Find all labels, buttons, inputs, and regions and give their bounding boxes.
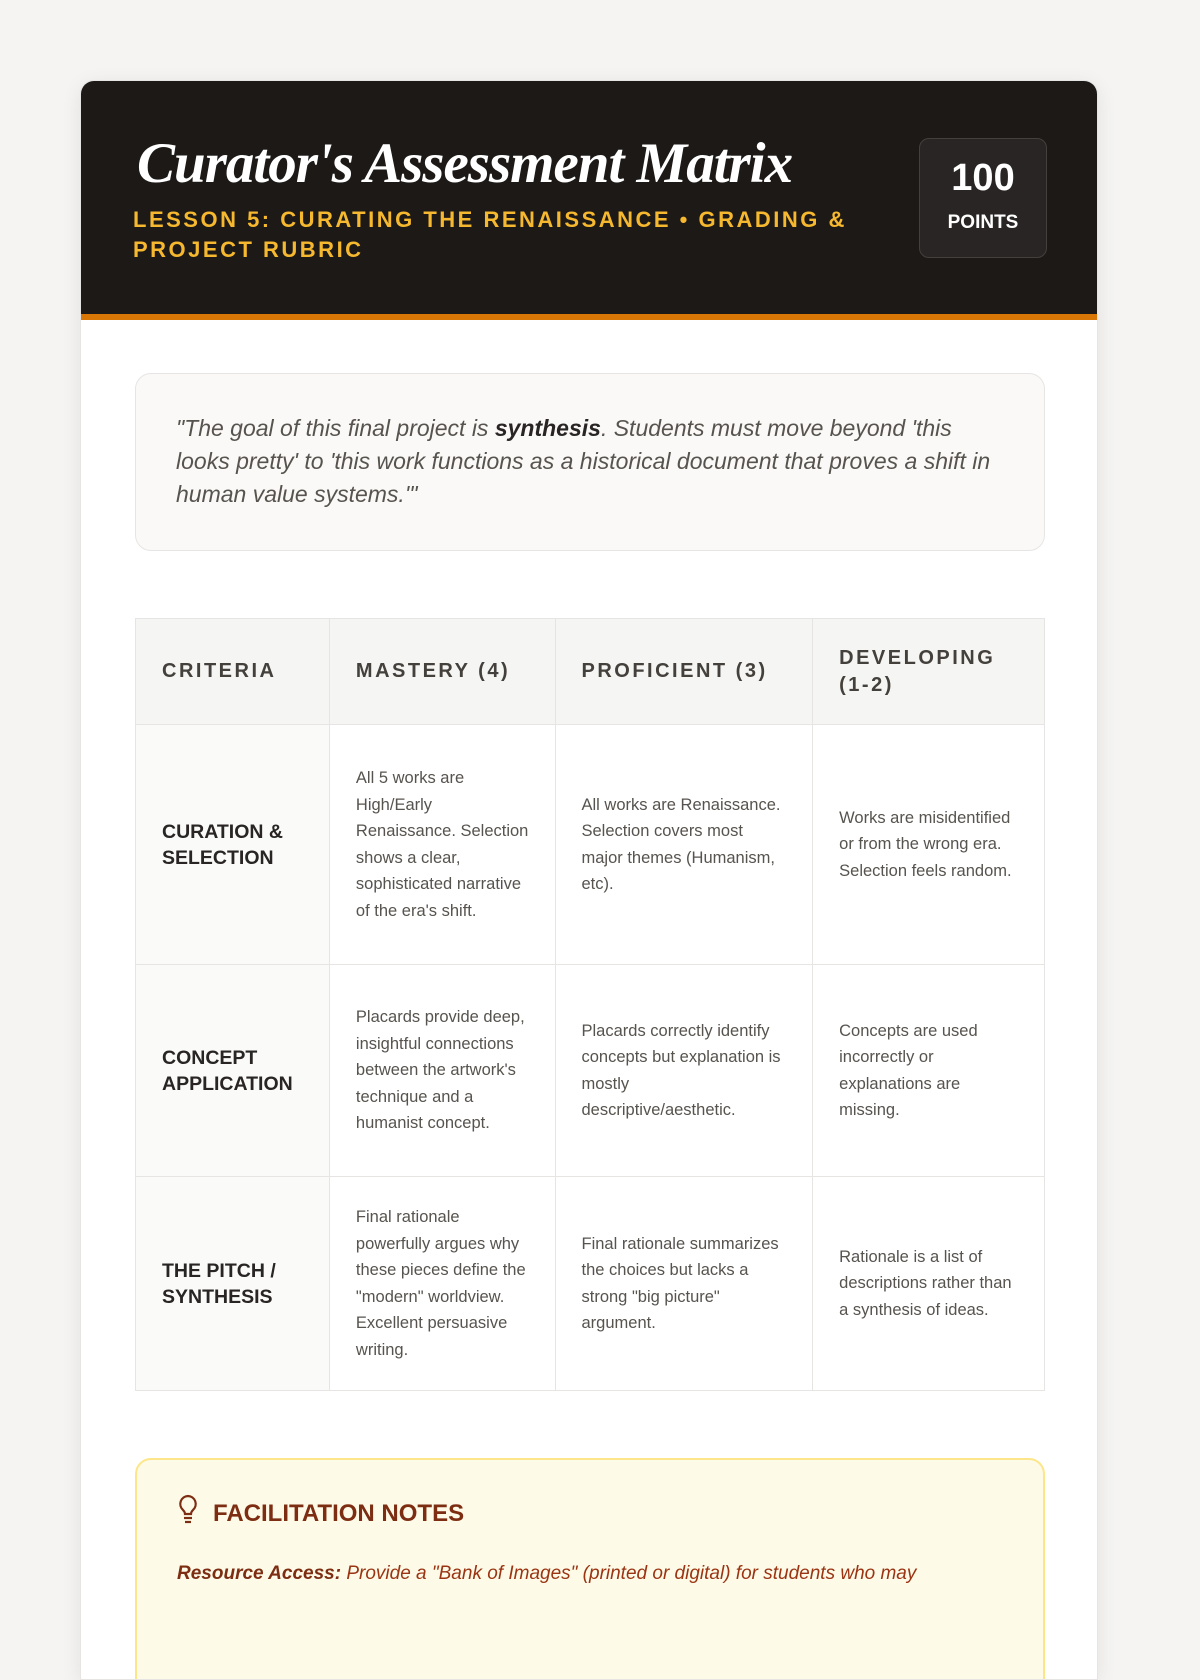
facilitation-notes (135, 1458, 1045, 1680)
note-resource-access (177, 1563, 1003, 1585)
mastery-cell: Placards provide deep, insightful connections between the artwork's technique and a humanist concept. (329, 965, 555, 1177)
proficient-cell: All works are Renaissance. Selection covers most major themes (Humanism, etc). (555, 725, 813, 965)
note-text: Provide a "Bank of Images" (printed or digital) for students who may (341, 1563, 917, 1584)
proficient-cell: Final rationale summarizes the choices but lacks a strong "big picture" argument. (555, 1177, 813, 1391)
note-lead: Resource Access: (177, 1563, 342, 1584)
proficient-cell: Placards correctly identify concepts but explanation is mostly descriptive/aesthetic. (555, 965, 813, 1177)
points-value: 100 (951, 157, 1015, 199)
table-row (136, 965, 1045, 1177)
developing-cell: Works are misidentified or from the wrong era. Selection feels random. (813, 725, 1045, 965)
header (81, 81, 1097, 320)
notes-title: FACILITATION NOTES (213, 1499, 465, 1527)
header-criteria: CRITERIA (136, 619, 330, 725)
developing-cell: Concepts are used incorrectly or explanations are missing. (813, 965, 1045, 1177)
header-proficient: PROFICIENT (3) (555, 619, 813, 725)
points-badge (919, 138, 1047, 258)
mastery-cell: All 5 works are High/Early Renaissance. Selection shows a clear, sophisticated narrative of the era's shift. (329, 725, 555, 965)
developing-cell: Rationale is a list of descriptions rather than a synthesis of ideas. (813, 1177, 1045, 1391)
lightbulb-icon (177, 1494, 199, 1533)
notes-heading (177, 1494, 1003, 1533)
page-subtitle: LESSON 5: CURATING THE RENAISSANCE • GRADING & PROJECT RUBRIC (133, 207, 847, 262)
rubric-table (135, 618, 1045, 1391)
points-label: POINTS (947, 212, 1019, 233)
mastery-cell: Final rationale powerfully argues why these pieces define the "modern" worldview. Excellent persuasive writing. (329, 1177, 555, 1391)
table-header-row (136, 619, 1045, 725)
header-mastery: MASTERY (4) (329, 619, 555, 725)
table-row (136, 1177, 1045, 1391)
project-goal-quote (135, 373, 1045, 551)
table-row (136, 725, 1045, 965)
header-developing: DEVELOPING (1-2) (813, 619, 1045, 725)
criteria-cell: CURATION & SELECTION (136, 725, 330, 965)
page-title: Curator's Assessment Matrix (137, 132, 793, 195)
criteria-cell: CONCEPT APPLICATION (136, 965, 330, 1177)
criteria-cell: THE PITCH / SYNTHESIS (136, 1177, 330, 1391)
rubric-card (80, 80, 1098, 1680)
quote-text: . Students must move beyond 'this looks pretty' to 'this work functions as a historical document that proves a shift in human value systems.'" (176, 415, 991, 507)
quote-emphasis: synthesis (494, 415, 601, 441)
quote-text: "The goal of this final project is (176, 415, 495, 441)
